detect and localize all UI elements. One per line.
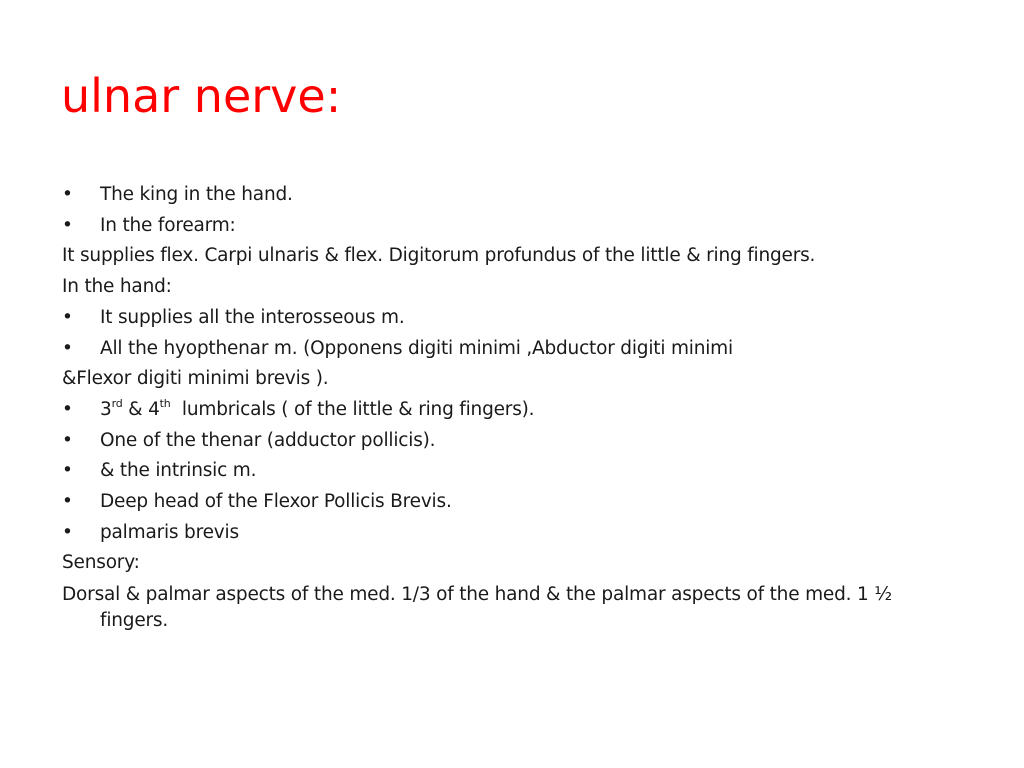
bullet-icon: • bbox=[62, 337, 73, 359]
bullet-text: & the intrinsic m. bbox=[100, 460, 257, 482]
bullet-text: All the hyopthenar m. (Opponens digiti minimi ,Abductor digiti minimi bbox=[100, 337, 733, 359]
bullet-item bbox=[62, 334, 962, 365]
ordinal-suffix: rd bbox=[111, 396, 123, 410]
bullet-text-rest: lumbricals ( of the little & ring fingers). bbox=[170, 398, 535, 420]
bullet-text bbox=[100, 396, 535, 420]
bullet-text: It supplies all the interosseous m. bbox=[100, 306, 405, 328]
ordinal-number: & 4 bbox=[122, 398, 160, 420]
slide-body bbox=[62, 180, 962, 634]
bullet-item bbox=[62, 518, 962, 549]
bullet-item bbox=[62, 303, 962, 334]
ordinal-suffix: th bbox=[159, 396, 171, 410]
slide-title: ulnar nerve: bbox=[61, 69, 342, 123]
bullet-icon: • bbox=[62, 429, 73, 451]
bullet-icon: • bbox=[62, 306, 73, 328]
bullet-text: palmaris brevis bbox=[100, 521, 239, 543]
paragraph-line bbox=[62, 364, 962, 395]
paragraph-text: Dorsal & palmar aspects of the med. 1/3 of the hand & the palmar aspects of the med. 1 ½ fingers. bbox=[62, 584, 892, 632]
bullet-item bbox=[62, 426, 962, 457]
bullet-item bbox=[62, 395, 962, 426]
bullet-icon: • bbox=[62, 398, 73, 420]
bullet-item bbox=[62, 487, 962, 518]
bullet-item bbox=[62, 456, 962, 487]
paragraph-line bbox=[62, 241, 962, 272]
bullet-icon: • bbox=[62, 460, 73, 482]
paragraph-line bbox=[62, 582, 962, 634]
paragraph-text: Sensory: bbox=[62, 552, 140, 574]
bullet-icon: • bbox=[62, 184, 73, 205]
bullet-item bbox=[62, 180, 962, 211]
ordinal-number: 3 bbox=[100, 398, 112, 420]
bullet-text: Deep head of the Flexor Pollicis Brevis. bbox=[100, 491, 452, 513]
bullet-icon: • bbox=[62, 521, 73, 543]
bullet-icon: • bbox=[62, 214, 73, 236]
paragraph-text: In the hand: bbox=[62, 276, 172, 298]
paragraph-line bbox=[62, 272, 962, 303]
paragraph-line bbox=[62, 548, 962, 579]
bullet-text: One of the thenar (adductor pollicis). bbox=[100, 429, 436, 451]
bullet-icon: • bbox=[62, 491, 73, 513]
paragraph-text: &Flexor digiti minimi brevis ). bbox=[62, 368, 329, 390]
bullet-text: In the forearm: bbox=[100, 214, 236, 236]
bullet-item bbox=[62, 211, 962, 242]
bullet-text: The king in the hand. bbox=[100, 184, 293, 205]
paragraph-text: It supplies flex. Carpi ulnaris & flex. Digitorum profundus of the little & ring fingers. bbox=[62, 245, 816, 267]
